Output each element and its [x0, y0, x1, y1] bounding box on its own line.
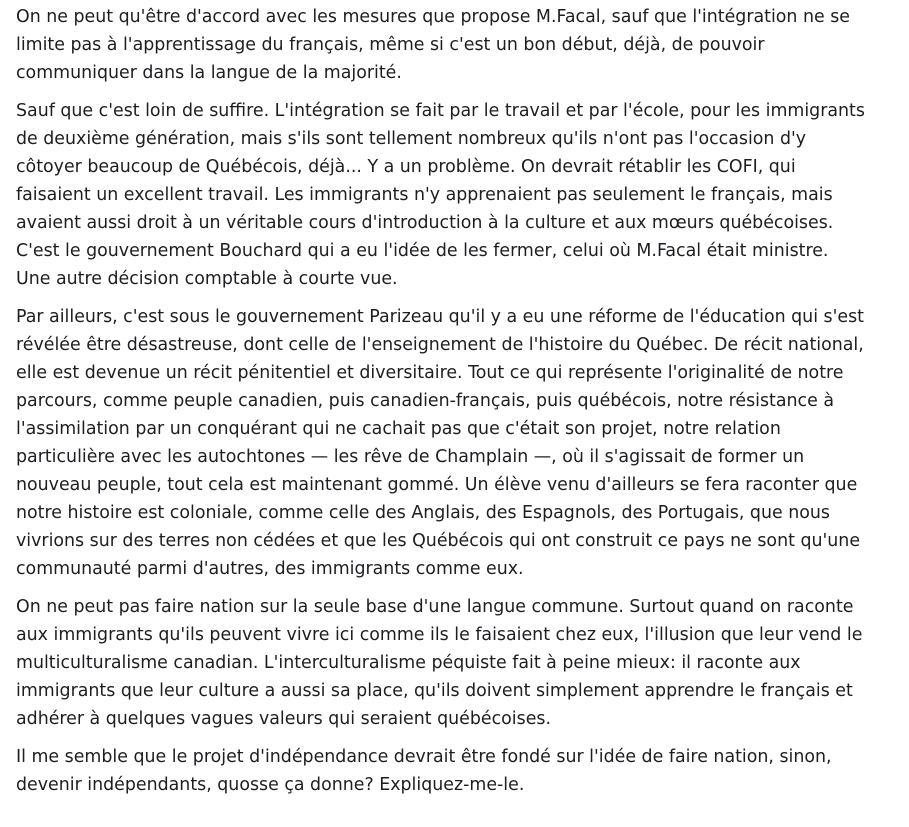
text-line: communiquer dans la langue de la majorité.	[16, 63, 402, 83]
paragraph	[16, 593, 909, 733]
text-line: de deuxième génération, mais s'ils sont tellement nombreux qu'ils n'ont pas l'occasion d'y	[16, 129, 807, 149]
text-line: limite pas à l'apprentissage du français, même si c'est un bon début, déjà, de pouvoir	[16, 35, 765, 55]
text-line: aux immigrants qu'ils peuvent vivre ici comme ils le faisaient chez eux, l'illusion que leur vend le	[16, 625, 863, 645]
text-line: immigrants que leur culture a aussi sa place, qu'ils doivent simplement apprendre le français et	[16, 681, 853, 701]
text-line: révélée être désastreuse, dont celle de l'enseignement de l'histoire du Québec. De récit national,	[16, 335, 864, 355]
text-line: particulière avec les autochtones — les rêve de Champlain —, où il s'agissait de former un	[16, 447, 805, 467]
text-line: faisaient un excellent travail. Les immigrants n'y apprenaient pas seulement le français, mais	[16, 185, 833, 205]
text-line: l'assimilation par un conquérant qui ne cachait pas que c'était son projet, notre relation	[16, 419, 781, 439]
text-line: côtoyer beaucoup de Québécois, déjà... Y a un problème. On devrait rétablir les COFI, qui	[16, 157, 796, 177]
text-line: elle est devenue un récit pénitentiel et diversitaire. Tout ce qui représente l'originalité de notre	[16, 363, 844, 383]
text-line: On ne peut qu'être d'accord avec les mesures que propose M.Facal, sauf que l'intégration ne se	[16, 7, 850, 27]
text-line: notre histoire est coloniale, comme celle des Anglais, des Espagnols, des Portugais, que nous	[16, 503, 830, 523]
text-line: Il me semble que le projet d'indépendance devrait être fondé sur l'idée de faire nation, sinon,	[16, 747, 832, 767]
text-line: nouveau peuple, tout cela est maintenant gommé. Un élève venu d'ailleurs se fera raconter que	[16, 475, 858, 495]
text-line: avaient aussi droit à un véritable cours d'introduction à la culture et aux mœurs québécoises.	[16, 213, 834, 233]
paragraph	[16, 743, 909, 799]
text-line: devenir indépendants, quosse ça donne? Expliquez-me-le.	[16, 775, 525, 795]
text-line: On ne peut pas faire nation sur la seule base d'une langue commune. Surtout quand on raconte	[16, 597, 854, 617]
text-line: adhérer à quelques vagues valeurs qui seraient québécoises.	[16, 709, 551, 729]
text-line: multiculturalisme canadian. L'interculturalisme péquiste fait à peine mieux: il raconte aux	[16, 653, 801, 673]
text-line: communauté parmi d'autres, des immigrants comme eux.	[16, 559, 524, 579]
text-line: Sauf que c'est loin de suffire. L'intégration se fait par le travail et par l'école, pour les immigrants	[16, 101, 865, 121]
text-line: vivrions sur des terres non cédées et que les Québécois qui ont construit ce pays ne sont qu'une	[16, 531, 861, 551]
text-line: parcours, comme peuple canadien, puis canadien-français, puis québécois, notre résistance à	[16, 391, 834, 411]
paragraph	[16, 3, 909, 87]
paragraph	[16, 97, 909, 293]
text-line: Par ailleurs, c'est sous le gouvernement Parizeau qu'il y a eu une réforme de l'éducation qui s'est	[16, 307, 864, 327]
text-line: Une autre décision comptable à courte vue.	[16, 269, 398, 289]
text-line: C'est le gouvernement Bouchard qui a eu l'idée de les fermer, celui où M.Facal était ministre.	[16, 241, 829, 261]
paragraph	[16, 303, 909, 583]
